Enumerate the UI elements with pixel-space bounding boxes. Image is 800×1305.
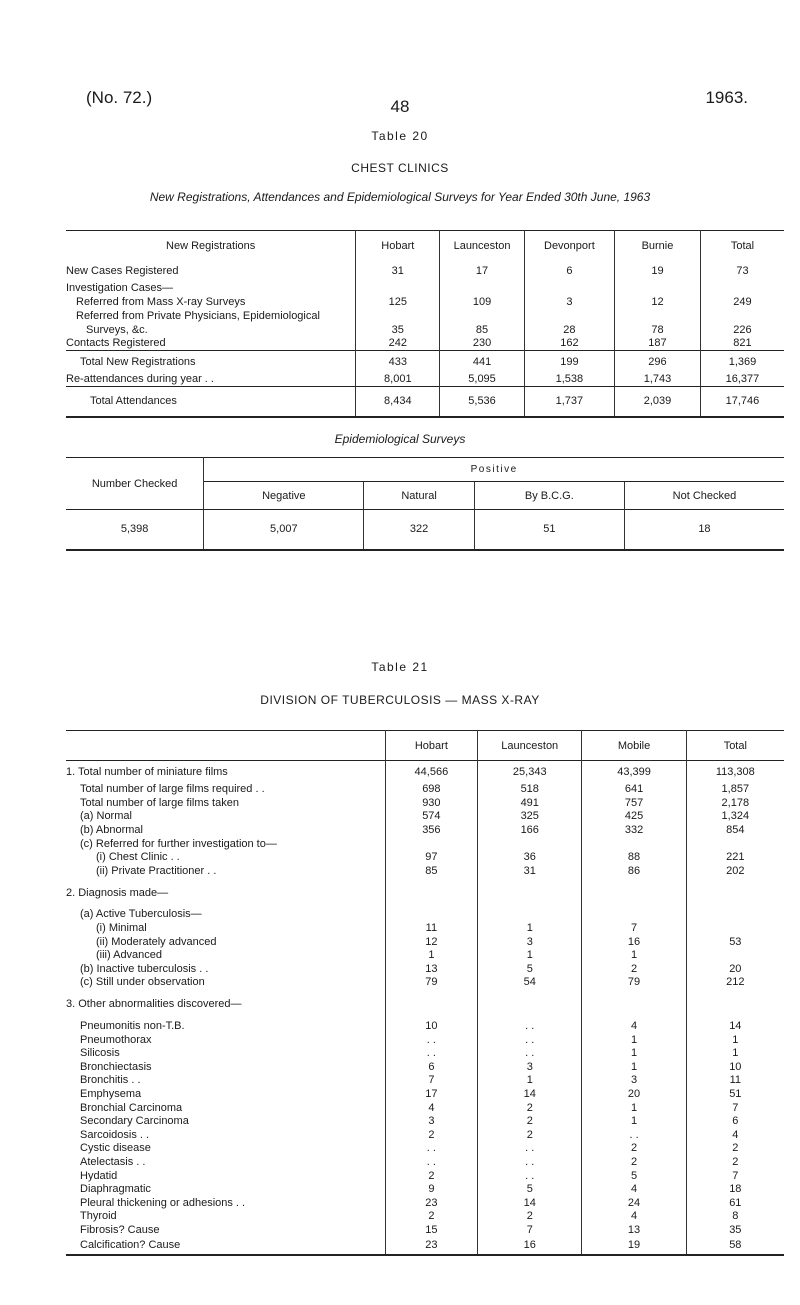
row-label: Thyroid xyxy=(80,1210,117,1223)
cell-value: . . xyxy=(385,1155,477,1169)
row-label: (i) Minimal xyxy=(96,922,147,935)
cell-value: 7 xyxy=(686,1169,784,1183)
cell-value: 86 xyxy=(582,864,686,878)
cell-value xyxy=(385,837,477,851)
cell-value: 698 xyxy=(385,783,477,797)
cell-value: 7 xyxy=(478,1223,582,1237)
cell-value: 113,308 xyxy=(686,761,784,783)
cell-value: . . xyxy=(478,1019,582,1033)
table-row xyxy=(66,1223,784,1237)
row-label: Referred from Mass X-ray Surveys xyxy=(76,295,246,308)
number-checked-header: Number Checked xyxy=(91,477,178,490)
cell-value: 2 xyxy=(686,1142,784,1156)
cell-value: . . xyxy=(582,1128,686,1142)
row-label: Silicosis xyxy=(80,1047,120,1060)
row-label: Bronchitis . . xyxy=(80,1074,141,1087)
cell-value: 11 xyxy=(385,921,477,935)
table-row xyxy=(66,1169,784,1183)
table-row xyxy=(66,976,784,990)
table20-subtitle: New Registrations, Attendances and Epidemiological Surveys for Year Ended 30th June, 1963 xyxy=(149,190,651,204)
cell-value: 166 xyxy=(478,823,582,837)
cell-value: 2,178 xyxy=(686,796,784,810)
row-label: Surveys, &c. xyxy=(86,323,148,336)
cell-value xyxy=(582,837,686,851)
cell-value: 491 xyxy=(478,796,582,810)
table-row xyxy=(66,261,784,281)
cell-value: 19 xyxy=(582,1237,686,1255)
cell-value: 518 xyxy=(478,783,582,797)
cell-value: 199 xyxy=(524,351,614,373)
cell-value: 5 xyxy=(478,1182,582,1196)
cell-value: 2 xyxy=(478,1128,582,1142)
cell-value: 20 xyxy=(686,962,784,976)
table-row xyxy=(66,387,784,417)
bcg-header: By B.C.G. xyxy=(474,482,624,510)
cell-value: 1,369 xyxy=(700,351,784,373)
cell-value: 79 xyxy=(385,976,477,990)
cell-value: 296 xyxy=(615,351,701,373)
cell-value xyxy=(700,281,784,295)
cell-value: 23 xyxy=(385,1237,477,1255)
cell-value: 5,536 xyxy=(440,387,524,417)
table20-title: CHEST CLINICS xyxy=(351,161,449,175)
cell-value: . . xyxy=(385,1033,477,1047)
t21-col-header: Hobart xyxy=(385,731,477,761)
cell-value: 14 xyxy=(478,1087,582,1101)
cell-value: 1,743 xyxy=(615,373,701,387)
table-row xyxy=(66,1210,784,1224)
cell-value xyxy=(478,989,582,1019)
cell-value: . . xyxy=(478,1033,582,1047)
cell-value: 88 xyxy=(582,850,686,864)
cell-value: 325 xyxy=(478,810,582,824)
cell-value: 4 xyxy=(582,1182,686,1196)
table-row xyxy=(66,1046,784,1060)
cell-value: 2 xyxy=(686,1155,784,1169)
row-label: Calcification? Cause xyxy=(80,1239,181,1252)
cell-value: 7 xyxy=(686,1101,784,1115)
table-row xyxy=(66,1019,784,1033)
cell-value: 12 xyxy=(385,935,477,949)
cell-value: 109 xyxy=(440,295,524,309)
table-row xyxy=(66,935,784,949)
cell-value: 125 xyxy=(356,295,440,309)
cell-value: 8 xyxy=(686,1210,784,1224)
cell-value: 12 xyxy=(615,295,701,309)
cell-value: 1 xyxy=(582,948,686,962)
row-label: 1. Total number of miniature films xyxy=(66,765,228,778)
table-row xyxy=(66,1155,784,1169)
cell-value: 11 xyxy=(686,1074,784,1088)
cell-value: 3 xyxy=(582,1074,686,1088)
t20-col-header: Hobart xyxy=(356,231,440,261)
cell-value: 1 xyxy=(686,1046,784,1060)
table-row xyxy=(66,837,784,851)
table-row xyxy=(66,1142,784,1156)
row-label: (a) Active Tuberculosis— xyxy=(80,908,202,921)
row-label: 2. Diagnosis made— xyxy=(66,886,169,899)
cell-value: 8,434 xyxy=(356,387,440,417)
cell-value: 6 xyxy=(524,261,614,281)
cell-value: 2 xyxy=(385,1210,477,1224)
row-label: Fibrosis? Cause xyxy=(80,1223,160,1236)
cell-value: 5 xyxy=(582,1169,686,1183)
cell-value: 574 xyxy=(385,810,477,824)
cell-value: 7 xyxy=(385,1074,477,1088)
table-row xyxy=(66,761,784,783)
cell-value: 221 xyxy=(686,850,784,864)
table-row xyxy=(66,783,784,797)
row-label: (iii) Advanced xyxy=(96,949,163,962)
cell-value xyxy=(385,908,477,922)
cell-value: 31 xyxy=(356,261,440,281)
cell-value: 1,324 xyxy=(686,810,784,824)
cell-value: 2 xyxy=(582,1142,686,1156)
bcg-value: 51 xyxy=(474,510,624,550)
table-row xyxy=(66,810,784,824)
table-row xyxy=(66,351,784,373)
cell-value: 162 xyxy=(524,337,614,351)
cell-value: 187 xyxy=(615,337,701,351)
cell-value: 5 xyxy=(478,962,582,976)
cell-value xyxy=(686,837,784,851)
row-label: (b) Inactive tuberculosis . . xyxy=(80,962,209,975)
cell-value: 10 xyxy=(686,1060,784,1074)
cell-value: 1,857 xyxy=(686,783,784,797)
cell-value xyxy=(478,878,582,908)
table21-title: DIVISION OF TUBERCULOSIS — MASS X-RAY xyxy=(260,693,540,707)
cell-value: 44,566 xyxy=(385,761,477,783)
negative-value: 5,007 xyxy=(204,510,364,550)
cell-value xyxy=(582,908,686,922)
page-number: 48 xyxy=(390,97,410,116)
cell-value: 212 xyxy=(686,976,784,990)
cell-value xyxy=(356,309,440,323)
mass-xray-table xyxy=(66,730,784,1256)
cell-value: 36 xyxy=(478,850,582,864)
cell-value: 13 xyxy=(385,962,477,976)
epidemiological-title: Epidemiological Surveys xyxy=(334,432,466,446)
t20-col-header: Launceston xyxy=(440,231,524,261)
table21-caption: Table 21 xyxy=(371,660,429,674)
cell-value: 249 xyxy=(700,295,784,309)
cell-value: 31 xyxy=(478,864,582,878)
cell-value: 1 xyxy=(478,1074,582,1088)
cell-value: 28 xyxy=(524,323,614,337)
cell-value: 1 xyxy=(385,948,477,962)
table-row xyxy=(66,962,784,976)
row-label: New Cases Registered xyxy=(66,264,179,277)
cell-value xyxy=(478,908,582,922)
row-label: Bronchiectasis xyxy=(80,1060,152,1073)
cell-value: 78 xyxy=(615,323,701,337)
cell-value: 2 xyxy=(582,1155,686,1169)
cell-value: . . xyxy=(478,1142,582,1156)
cell-value: 2 xyxy=(385,1128,477,1142)
cell-value: 2 xyxy=(385,1169,477,1183)
natural-header: Natural xyxy=(364,482,474,510)
cell-value: 4 xyxy=(686,1128,784,1142)
cell-value: 4 xyxy=(582,1019,686,1033)
cell-value xyxy=(478,837,582,851)
cell-value xyxy=(686,878,784,908)
cell-value: 2,039 xyxy=(615,387,701,417)
natural-value: 322 xyxy=(364,510,474,550)
cell-value: 202 xyxy=(686,864,784,878)
cell-value: 441 xyxy=(440,351,524,373)
table-row xyxy=(66,323,784,337)
table-row xyxy=(66,281,784,295)
cell-value xyxy=(686,921,784,935)
cell-value: 23 xyxy=(385,1196,477,1210)
cell-value: 15 xyxy=(385,1223,477,1237)
document-year-label: 1963. xyxy=(705,88,748,107)
cell-value: 13 xyxy=(582,1223,686,1237)
positive-group-header: Positive xyxy=(204,458,784,482)
cell-value: 8,001 xyxy=(356,373,440,387)
not-checked-header: Not Checked xyxy=(624,482,784,510)
cell-value: 2 xyxy=(478,1114,582,1128)
row-label: (b) Abnormal xyxy=(80,824,143,837)
table20-caption: Table 20 xyxy=(371,129,429,143)
cell-value: 53 xyxy=(686,935,784,949)
table-row xyxy=(66,1237,784,1255)
cell-value: 757 xyxy=(582,796,686,810)
cell-value: 85 xyxy=(385,864,477,878)
table-row xyxy=(66,337,784,351)
cell-value: 1 xyxy=(582,1060,686,1074)
cell-value: 230 xyxy=(440,337,524,351)
table-row xyxy=(66,850,784,864)
row-label: Bronchial Carcinoma xyxy=(80,1101,183,1114)
cell-value: 356 xyxy=(385,823,477,837)
cell-value: 4 xyxy=(385,1101,477,1115)
cell-value: 14 xyxy=(686,1019,784,1033)
cell-value: . . xyxy=(385,1142,477,1156)
cell-value xyxy=(385,878,477,908)
cell-value: 226 xyxy=(700,323,784,337)
cell-value: 1 xyxy=(478,948,582,962)
cell-value: 821 xyxy=(700,337,784,351)
cell-value: 1 xyxy=(582,1114,686,1128)
row-label: 3. Other abnormalities discovered— xyxy=(66,998,242,1011)
cell-value xyxy=(582,878,686,908)
row-label: Total number of large films required . . xyxy=(80,783,265,796)
cell-value: 6 xyxy=(686,1114,784,1128)
cell-value: 19 xyxy=(615,261,701,281)
cell-value: 35 xyxy=(356,323,440,337)
cell-value: 2 xyxy=(582,962,686,976)
cell-value: . . xyxy=(385,1046,477,1060)
table-row xyxy=(66,1182,784,1196)
cell-value: . . xyxy=(478,1155,582,1169)
table-row xyxy=(66,1101,784,1115)
row-label: Atelectasis . . xyxy=(80,1155,146,1168)
cell-value: 6 xyxy=(385,1060,477,1074)
cell-value: 3 xyxy=(524,295,614,309)
cell-value xyxy=(582,989,686,1019)
row-label: Total number of large films taken xyxy=(80,796,239,809)
cell-value: 332 xyxy=(582,823,686,837)
table-row xyxy=(66,908,784,922)
cell-value xyxy=(524,309,614,323)
row-label: Secondary Carcinoma xyxy=(80,1115,189,1128)
cell-value: . . xyxy=(478,1046,582,1060)
cell-value: 51 xyxy=(686,1087,784,1101)
cell-value: 425 xyxy=(582,810,686,824)
cell-value xyxy=(440,309,524,323)
t21-col-header: Mobile xyxy=(582,731,686,761)
cell-value: 5,095 xyxy=(440,373,524,387)
cell-value: 97 xyxy=(385,850,477,864)
cell-value: 79 xyxy=(582,976,686,990)
t21-col-header: Launceston xyxy=(478,731,582,761)
row-label: (a) Normal xyxy=(80,810,132,823)
row-label: Pneumothorax xyxy=(80,1033,152,1046)
cell-value: 14 xyxy=(478,1196,582,1210)
table-row xyxy=(66,295,784,309)
table-row xyxy=(66,989,784,1019)
row-label: Investigation Cases— xyxy=(66,281,173,294)
row-label: (c) Still under observation xyxy=(80,976,205,989)
cell-value: 641 xyxy=(582,783,686,797)
cell-value xyxy=(385,989,477,1019)
cell-value: 61 xyxy=(686,1196,784,1210)
table-row xyxy=(66,1128,784,1142)
cell-value: 10 xyxy=(385,1019,477,1033)
cell-value: 16 xyxy=(478,1237,582,1255)
cell-value xyxy=(356,281,440,295)
t20-col-header: Burnie xyxy=(615,231,701,261)
t20-col-header: Devonport xyxy=(524,231,614,261)
row-label: Referred from Private Physicians, Epidemiological xyxy=(76,309,320,322)
cell-value: 73 xyxy=(700,261,784,281)
table-row xyxy=(66,1114,784,1128)
cell-value: 433 xyxy=(356,351,440,373)
table-row xyxy=(66,878,784,908)
cell-value xyxy=(700,309,784,323)
cell-value: 17,746 xyxy=(700,387,784,417)
cell-value: 930 xyxy=(385,796,477,810)
cell-value: 54 xyxy=(478,976,582,990)
row-label: Contacts Registered xyxy=(66,337,166,350)
document-series-label: (No. 72.) xyxy=(86,88,153,107)
t21-col-header: Total xyxy=(686,731,784,761)
cell-value: 2 xyxy=(478,1210,582,1224)
table-row xyxy=(66,373,784,387)
cell-value: 35 xyxy=(686,1223,784,1237)
cell-value: 1 xyxy=(478,921,582,935)
row-label: Diaphragmatic xyxy=(80,1183,151,1196)
cell-value: 854 xyxy=(686,823,784,837)
table-row xyxy=(66,1074,784,1088)
cell-value xyxy=(686,948,784,962)
table-row xyxy=(66,1196,784,1210)
cell-value: 3 xyxy=(385,1114,477,1128)
row-label: Sarcoidosis . . xyxy=(80,1128,150,1141)
cell-value: 16,377 xyxy=(700,373,784,387)
row-label: Cystic disease xyxy=(80,1142,151,1155)
row-label: Hydatid xyxy=(80,1169,118,1182)
row-label: Total New Registrations xyxy=(80,355,196,368)
t20-col-header: Total xyxy=(700,231,784,261)
not-checked-value: 18 xyxy=(624,510,784,550)
cell-value: . . xyxy=(478,1169,582,1183)
table-row xyxy=(66,948,784,962)
row-label: Emphysema xyxy=(80,1087,142,1100)
table-row xyxy=(66,796,784,810)
cell-value: 1 xyxy=(582,1033,686,1047)
cell-value: 7 xyxy=(582,921,686,935)
cell-value: 1 xyxy=(582,1101,686,1115)
table-row xyxy=(66,1033,784,1047)
cell-value: 24 xyxy=(582,1196,686,1210)
number-checked-value: 5,398 xyxy=(120,523,149,536)
cell-value: 2 xyxy=(478,1101,582,1115)
cell-value: 3 xyxy=(478,935,582,949)
cell-value: 1,538 xyxy=(524,373,614,387)
row-label: (ii) Moderately advanced xyxy=(96,935,217,948)
row-label: (i) Chest Clinic . . xyxy=(96,851,180,864)
table-row xyxy=(66,823,784,837)
cell-value: 4 xyxy=(582,1210,686,1224)
cell-value xyxy=(686,908,784,922)
cell-value: 1 xyxy=(686,1033,784,1047)
table-row xyxy=(66,309,784,323)
cell-value: 25,343 xyxy=(478,761,582,783)
cell-value xyxy=(686,989,784,1019)
cell-value: 85 xyxy=(440,323,524,337)
cell-value: 9 xyxy=(385,1182,477,1196)
t21-col-header xyxy=(66,731,385,761)
row-label: Pleural thickening or adhesions . . xyxy=(80,1196,246,1209)
row-label: Total Attendances xyxy=(90,395,177,408)
t20-col-header: New Registrations xyxy=(166,239,256,252)
cell-value: 17 xyxy=(440,261,524,281)
cell-value: 58 xyxy=(686,1237,784,1255)
cell-value: 1 xyxy=(582,1046,686,1060)
cell-value xyxy=(440,281,524,295)
cell-value: 242 xyxy=(356,337,440,351)
table-row xyxy=(66,1087,784,1101)
cell-value: 20 xyxy=(582,1087,686,1101)
row-label: Re-attendances during year . . xyxy=(66,373,214,386)
cell-value xyxy=(615,309,701,323)
row-label: (c) Referred for further investigation to— xyxy=(80,837,277,850)
table-row xyxy=(66,864,784,878)
cell-value: 17 xyxy=(385,1087,477,1101)
row-label: (ii) Private Practitioner . . xyxy=(96,864,217,877)
cell-value: 16 xyxy=(582,935,686,949)
negative-header: Negative xyxy=(204,482,364,510)
cell-value: 18 xyxy=(686,1182,784,1196)
cell-value: 3 xyxy=(478,1060,582,1074)
table-row xyxy=(66,1060,784,1074)
cell-value: 1,737 xyxy=(524,387,614,417)
table-row xyxy=(66,921,784,935)
cell-value: 43,399 xyxy=(582,761,686,783)
row-label: Pneumonitis non-T.B. xyxy=(80,1020,185,1033)
new-registrations-table xyxy=(66,230,784,418)
cell-value xyxy=(524,281,614,295)
epidemiological-table xyxy=(66,457,784,551)
cell-value xyxy=(615,281,701,295)
